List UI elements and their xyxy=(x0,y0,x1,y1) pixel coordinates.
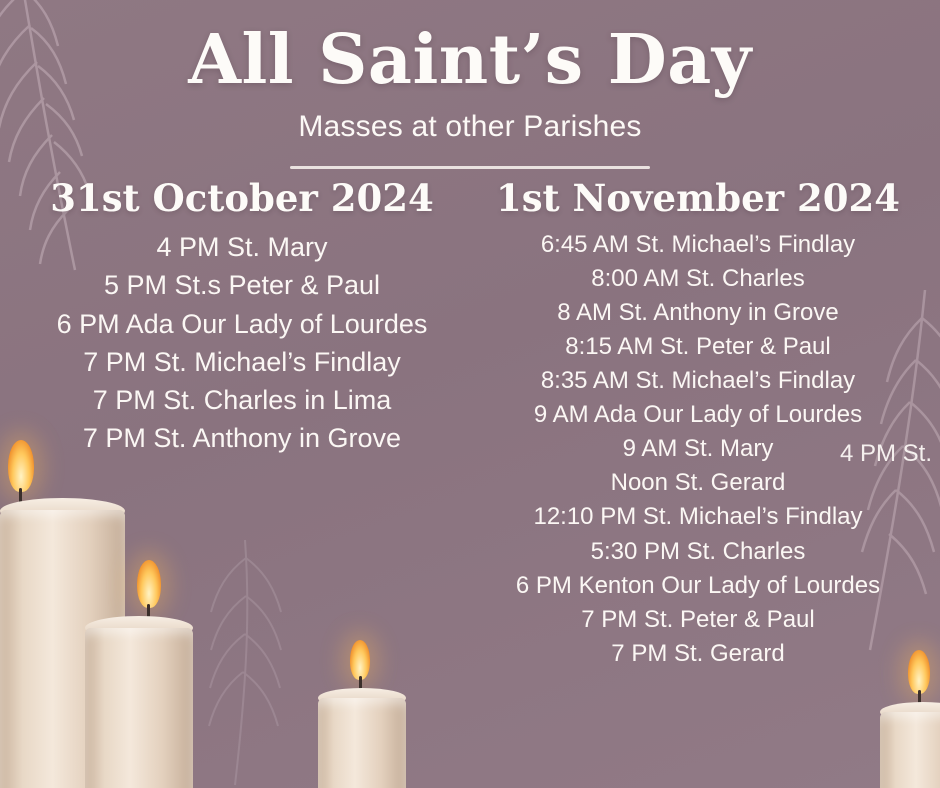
list-item: 9 AM St. Mary xyxy=(622,435,774,463)
list-item: 7 PM St. Peter & Paul xyxy=(581,605,815,633)
schedule-column-oct31 xyxy=(14,176,470,671)
list-item: 8:35 AM St. Michael’s Findlay xyxy=(540,367,856,395)
list-item: 7 PM St. Anthony in Grove xyxy=(82,423,402,454)
list-item: 6:45 AM St. Michael’s Findlay xyxy=(540,230,856,258)
mass-list-oct31 xyxy=(14,228,470,458)
list-item: 8:15 AM St. Peter & Paul xyxy=(565,333,831,361)
list-item: 4 PM St. Mary xyxy=(156,231,328,262)
column-heading-oct31: 31st October 2024 xyxy=(50,176,434,220)
list-item: 9 AM Ada Our Lady of Lourdes xyxy=(533,401,863,429)
schedule-column-nov1 xyxy=(470,176,926,671)
column-heading-nov1: 1st November 2024 xyxy=(495,176,900,220)
list-item: 5 PM St.s Peter & Paul xyxy=(103,270,381,301)
divider xyxy=(290,166,650,169)
list-item: 8 AM St. Anthony in Grove xyxy=(557,299,839,326)
list-item: 12:10 PM St. Michael’s Findlay xyxy=(533,503,863,531)
list-item: 6 PM Kenton Our Lady of Lourdes xyxy=(515,571,881,599)
list-item: Noon St. Gerard xyxy=(610,469,786,497)
list-item: 5:30 PM St. Charles xyxy=(590,537,806,565)
overlapping-text-fragment: 4 PM St. xyxy=(839,440,932,467)
list-item: 6 PM Ada Our Lady of Lourdes xyxy=(56,308,428,339)
page-title: All Saint’s Day xyxy=(188,20,752,100)
list-item: 7 PM St. Charles in Lima xyxy=(92,385,392,416)
list-item: 7 PM St. Gerard xyxy=(611,639,785,667)
list-item: 7 PM St. Michael’s Findlay xyxy=(83,346,401,377)
page-subtitle: Masses at other Parishes xyxy=(298,110,642,143)
schedule-columns xyxy=(0,176,940,671)
list-item: 8:00 AM St. Charles xyxy=(591,264,805,292)
